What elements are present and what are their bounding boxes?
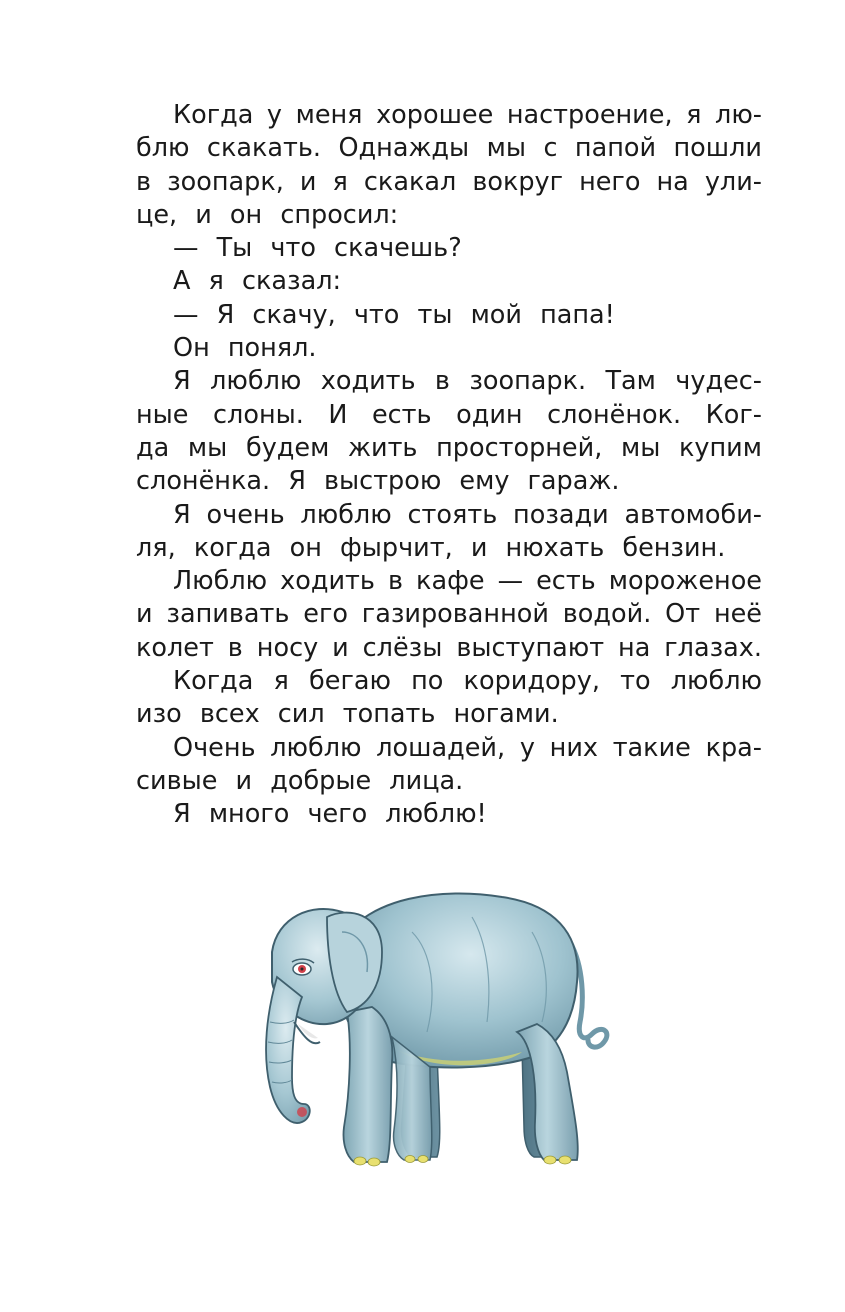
text-line: сивые и добрые лица. [136,765,464,796]
text-line: изо всех сил топать ногами. [136,699,559,730]
text-line: да мы будем жить просторней, мы купим [136,432,762,463]
text-line: Я много чего люблю! [173,799,487,830]
text-line: — Я скачу, что ты мой папа! [173,299,615,330]
text-line: Когда у меня хорошее настроение, я лю- [173,100,762,130]
text-line: колет в носу и слёзы выступают на глазах. [136,632,762,663]
text-line: — Ты что скачешь? [173,233,462,264]
elephant-icon [232,872,652,1172]
text-line: Когда я бегаю по коридору, то люблю [173,666,762,697]
text-line: Люблю ходить в кафе — есть мороженое [173,566,762,597]
text-line: Очень люблю лошадей, у них такие кра- [173,732,762,763]
text-line: ные слоны. И есть один слонёнок. Ког- [136,399,762,430]
elephant-illustration [232,872,652,1172]
text-line: блю скакать. Однажды мы с папой пошли [136,133,762,164]
story-text [136,99,762,832]
text-line: Я люблю ходить в зоопарк. Там чудес- [173,366,762,397]
text-line: ля, когда он фырчит, и нюхать бензин. [136,532,726,563]
text-line: А я сказал: [173,266,342,297]
text-line: це, и он спросил: [136,199,399,230]
text-line: в зоопарк, и я скакал вокруг него на ули- [136,166,762,197]
text-line: Я очень люблю стоять позади автомоби- [173,499,762,530]
text-line: слонёнка. Я выстрою ему гараж. [136,466,620,497]
text-line: Он понял. [173,333,317,364]
text-line: и запивать его газированной водой. От неё [136,599,762,630]
